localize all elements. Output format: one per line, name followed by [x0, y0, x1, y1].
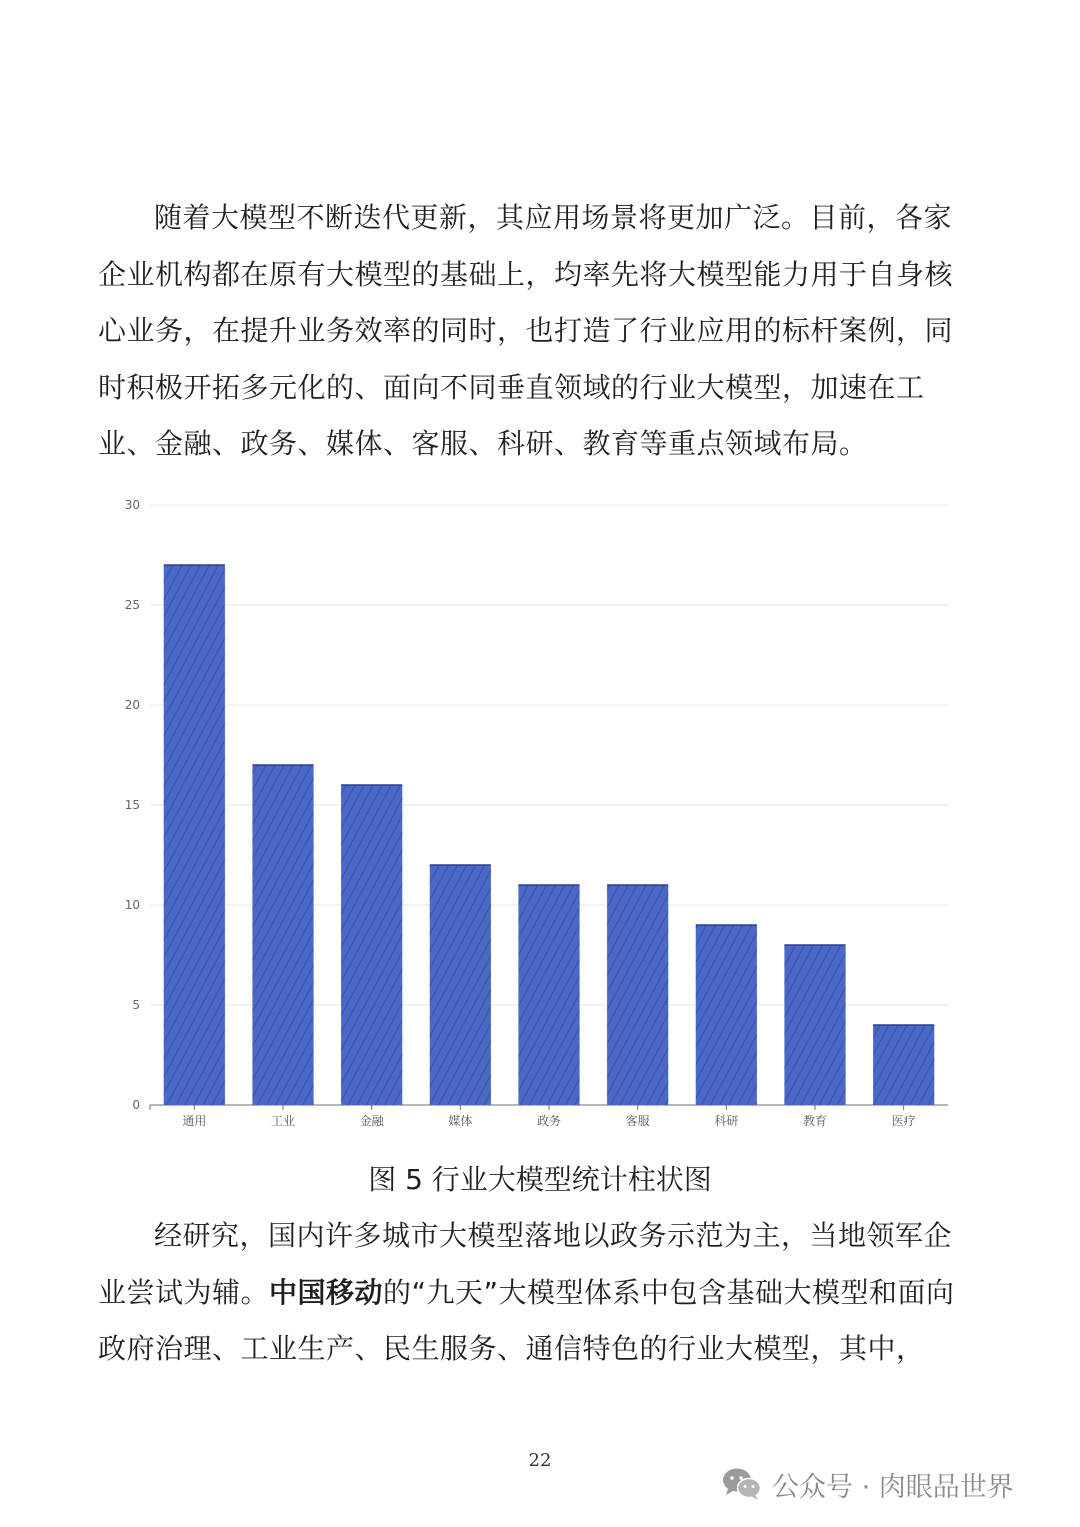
bar-hatch: [341, 785, 402, 1105]
bar-hatch: [518, 885, 579, 1105]
y-tick-label: 5: [132, 998, 140, 1012]
x-tick-label: 通用: [182, 1114, 207, 1128]
bar-hatch: [784, 945, 845, 1105]
research-text-2: 的“九天”大模型体系中包含基础大模型和面向政府治理、工业生产、民生服务、通信特色的行业大模型，其中，: [98, 1275, 955, 1365]
y-tick-label: 0: [132, 1098, 140, 1112]
wechat-icon: [722, 1467, 762, 1501]
bar-hatch: [252, 765, 313, 1105]
intro-paragraph: [98, 190, 978, 473]
y-tick-label: 15: [124, 798, 140, 812]
y-tick-label: 25: [124, 598, 140, 612]
x-tick-label: 客服: [625, 1114, 650, 1128]
x-tick-label: 媒体: [448, 1114, 473, 1128]
research-paragraph: [98, 1208, 978, 1378]
y-tick-label: 10: [124, 898, 140, 912]
bars: [164, 565, 935, 1105]
bar-hatch: [873, 1025, 934, 1105]
x-tick-label: 教育: [802, 1114, 828, 1128]
research-text-1: 经研究，国内许多城市大模型落地以政务示范为主，当地领军企业尝试为辅。: [98, 1219, 953, 1309]
intro-text: 随着大模型不断迭代更新，其应用场景将更加广泛。目前，各家企业机构都在原有大模型的基础上，均率先将大模型能力用于自身核心业务，在提升业务效率的同时，也打造了行业应用的标杆案例，同时积极开拓多元化的、面向不同垂直领域的行业大模型，加速在工业、金融、政务、媒体、客服、科研、教育等重点领域布局。: [98, 201, 954, 460]
watermark-text: 公众号 · 肉眼品世界: [772, 1471, 1014, 1503]
chart-svg: [110, 495, 960, 1135]
x-axis-ticks: [150, 1105, 916, 1128]
industry-model-bar-chart: [110, 495, 960, 1135]
x-tick-label: 医疗: [891, 1114, 916, 1128]
x-tick-label: 科研: [714, 1114, 739, 1128]
x-tick-label: 工业: [270, 1114, 296, 1128]
y-tick-label: 20: [124, 698, 140, 712]
figure-caption: 图 5 行业大模型统计柱状图: [368, 1163, 712, 1196]
research-bold-company: 中国移动: [269, 1275, 384, 1309]
bar-hatch: [430, 865, 491, 1105]
bar-hatch: [607, 885, 668, 1105]
x-tick-label: 政务: [536, 1114, 562, 1128]
x-tick-label: 金融: [359, 1114, 384, 1128]
bar-hatch: [164, 565, 225, 1105]
bar-hatch: [696, 925, 757, 1105]
y-axis-ticks: [125, 498, 140, 1112]
page-number: 22: [528, 1450, 552, 1471]
watermark: [722, 1462, 1014, 1506]
y-tick-label: 30: [124, 498, 140, 512]
